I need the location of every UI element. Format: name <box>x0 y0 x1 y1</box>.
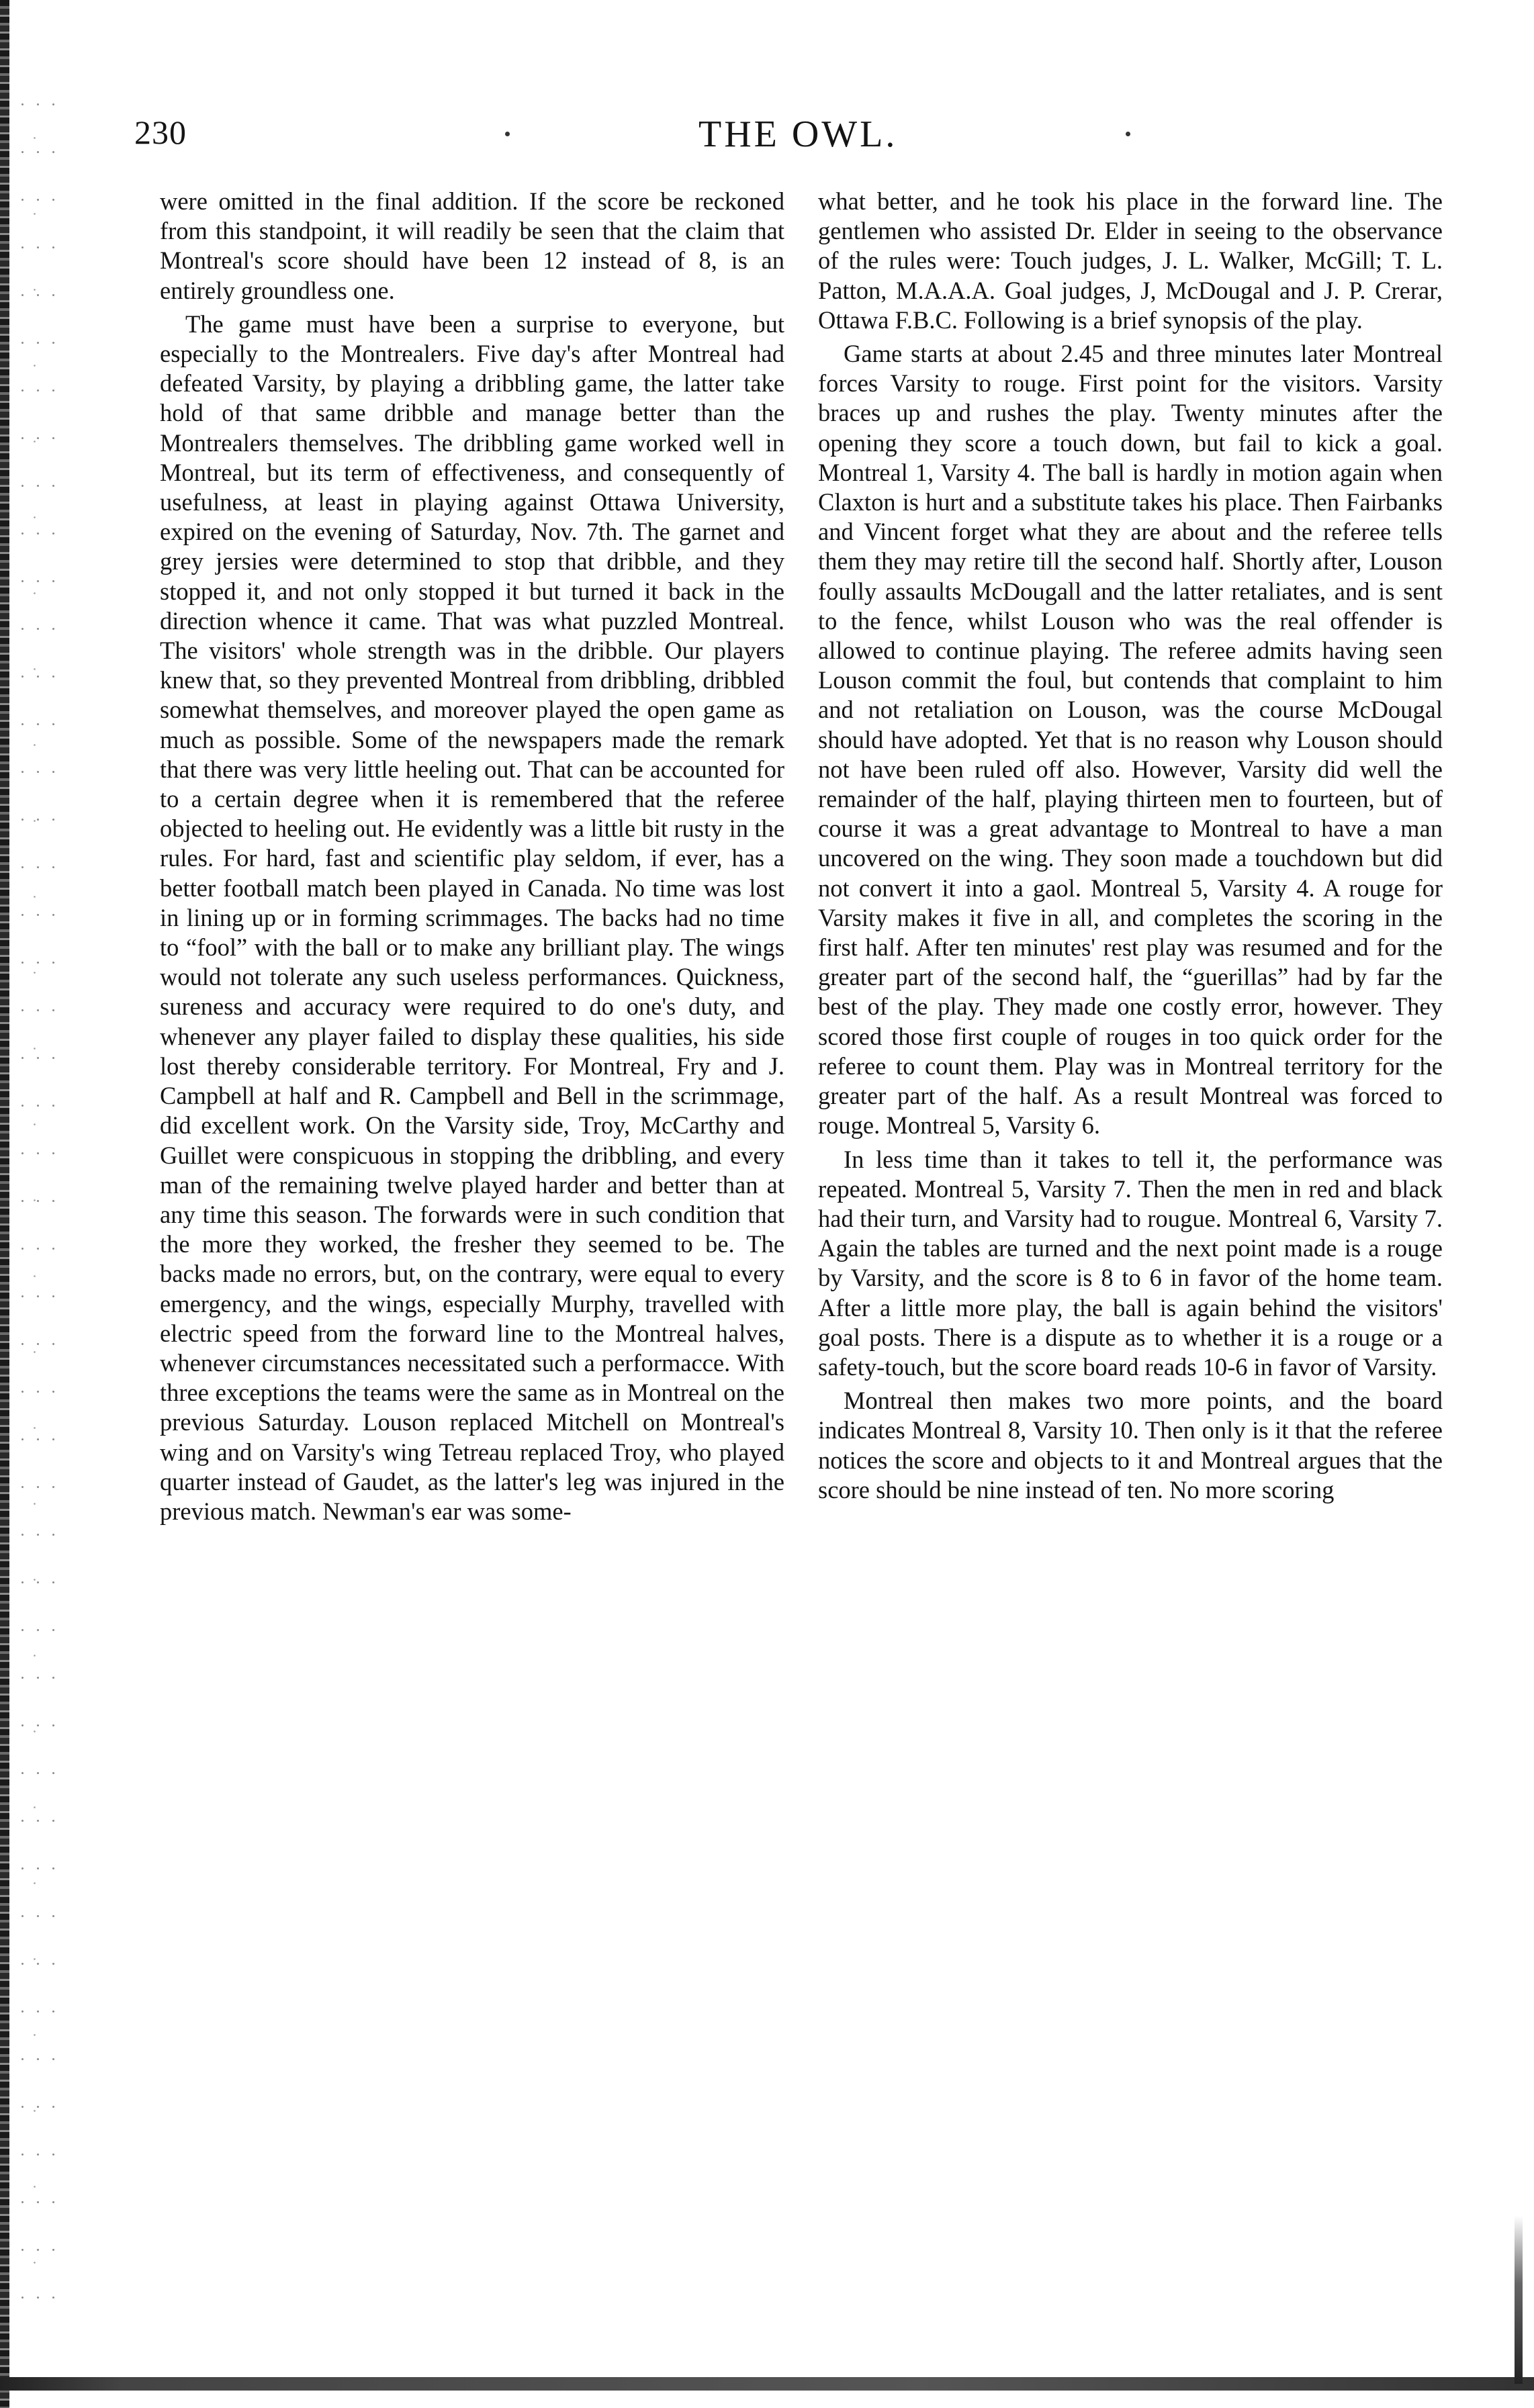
left-column <box>160 187 784 1526</box>
page-right-edge <box>1515 2216 1523 2384</box>
left-paragraph-1: were omitted in the final addition. If the score be reckoned from this standpoint, it will readily be seen that the claim that Montreal's score should have been 12 instead of 8, is an entirely groundless one. <box>160 187 784 304</box>
page-binding-edge <box>0 0 9 2408</box>
header-ornament-dot-right <box>1126 132 1130 136</box>
right-paragraph-3: In less time than it takes to tell it, the performance was repeated. Montreal 5, Varsity 7. Then the men in red and black had their turn, and Varsity had to rougue. Montreal 6, Varsity 7. Again the tables are turned and the next point made is a rouge by Varsity, and the score is 8 to 6 in favor of the home team. After a little more play, the ball is again behind the visitors' goal posts. There is a dispute as to whether it is a rouge or a safety-touch, but the score board reads 10-6 in favor of Varsity. <box>818 1145 1443 1381</box>
page-number: 230 <box>134 113 187 151</box>
header-ornament-dot-left <box>505 132 510 136</box>
running-title: THE OWL. <box>698 113 898 155</box>
right-column <box>818 187 1443 1505</box>
left-paragraph-2: The game must have been a surprise to everyone, but especially to the Montrealers. Five day's after Montreal had defeated Varsity, by playing a dribbling game, the latter take hold of that same dribble and manage better than the Montrealers themselves. The dribbling game worked well in Montreal, but its term of effectiveness, and consequently of usefulness, at least in playing against Ottawa University, expired on the evening of Saturday, Nov. 7th. The garnet and grey jersies were determined to stop that dribble, and they stopped it, and not only stopped it but turned it back in the direction whence it came. That was what puzzled Montreal. The visitors' whole strength was in the dribble. Our players knew that, so they prevented Montreal from dribbling, dribbled somewhat themselves, and moreover played the open game as much as possible. Some of the newspapers made the remark that there was very little heeling out. That can be accounted for to a certain degree when it is remembered that the referee objected to heeling out. He evidently was a little bit rusty in the rules. For hard, fast and scientific play seldom, if ever, has a better football match been played in Canada. No time was lost in lining up or in forming scrimmages. The backs had no time to “fool” with the ball or to make any brilliant play. The wings would not tolerate any such useless performances. Quickness, sureness and accuracy were required to do one's duty, and whenever any player failed to display these qualities, his side lost thereby considerable territory. For Montreal, Fry and J. Campbell at half and R. Campbell and Bell in the scrimmage, did excellent work. On the Varsity side, Troy, McCarthy and Guillet were conspicuous in stopping the dribbling, and every man of the remaining twelve played harder and better than at any time this season. The forwards were in such condition that the more they worked, the fresher they seemed to be. The backs made no errors, but, on the contrary, were equal to every emergency, and the wings, especially Murphy, travelled with electric speed from the forward line to the Montreal halves, whenever circumstances necessitated such a performacce. With three exceptions the teams were the same as in Montreal on the previous Saturday. Louson replaced Mitchell on Montreal's wing and on Varsity's wing Tetreau replaced Troy, who played quarter instead of Gaudet, as the latter's leg was injured in the previous match. Newman's ear was some- <box>160 310 784 1525</box>
right-paragraph-4: Montreal then makes two more points, and the board indicates Montreal 8, Varsity 10. Then only is it that the referee notices the score and objects to it and Montreal argues that the score should be nine instead of ten. No more scoring <box>818 1387 1443 1503</box>
running-header <box>134 113 1444 160</box>
right-paragraph-2: Game starts at about 2.45 and three minutes later Montreal forces Varsity to rouge. First point for the visitors. Varsity braces up and rushes the play. Twenty minutes after the opening they score a touch down, but fail to kick a goal. Montreal 1, Varsity 4. The ball is hardly in motion again when Claxton is hurt and a substitute takes his place. Then Fairbanks and Vincent forget what they are about and the referee tells them they may retire till the second half. Shortly after, Louson foully assaults McDougall and the latter retaliates, and is sent to the fence, whilst Louson who was the real offender is allowed to continue playing. The referee admits having seen Louson commit the foul, but contends that complaint to him and not retaliation on Louson, was the course McDougal should have adopted. Yet that is no reason why Louson should not have been ruled off also. However, Varsity did well the remainder of the half, playing thirteen men to fourteen, but of course it was a great advantage to Montreal to have a man uncovered on the wing. They soon made a touchdown but did not convert it into a gaol. Montreal 5, Varsity 4. A rouge for Varsity makes it five in all, and completes the scoring in the first half. After ten minutes' rest play was resumed and for the greater part of the second half, the “guerillas” had by far the best of the play. They made one costly error, however. They scored those first couple of rouges in too quick order for the referee to count them. Play was in Montreal territory for the greater part of the half. As a result Montreal was forced to rouge. Montreal 5, Varsity 6. <box>818 340 1443 1140</box>
right-paragraph-1: what better, and he took his place in the forward line. The gentlemen who assisted Dr. Elder in seeing to the observance of the rules were: Touch judges, J. L. Walker, McGill; T. L. Patton, M.A.A.A. Goal judges, J, McDougal and J. P. Crerar, Ottawa F.B.C. Following is a brief synopsis of the play. <box>818 187 1443 334</box>
margin-print-specks <box>15 81 55 2337</box>
page-bottom-edge <box>0 2377 1534 2391</box>
